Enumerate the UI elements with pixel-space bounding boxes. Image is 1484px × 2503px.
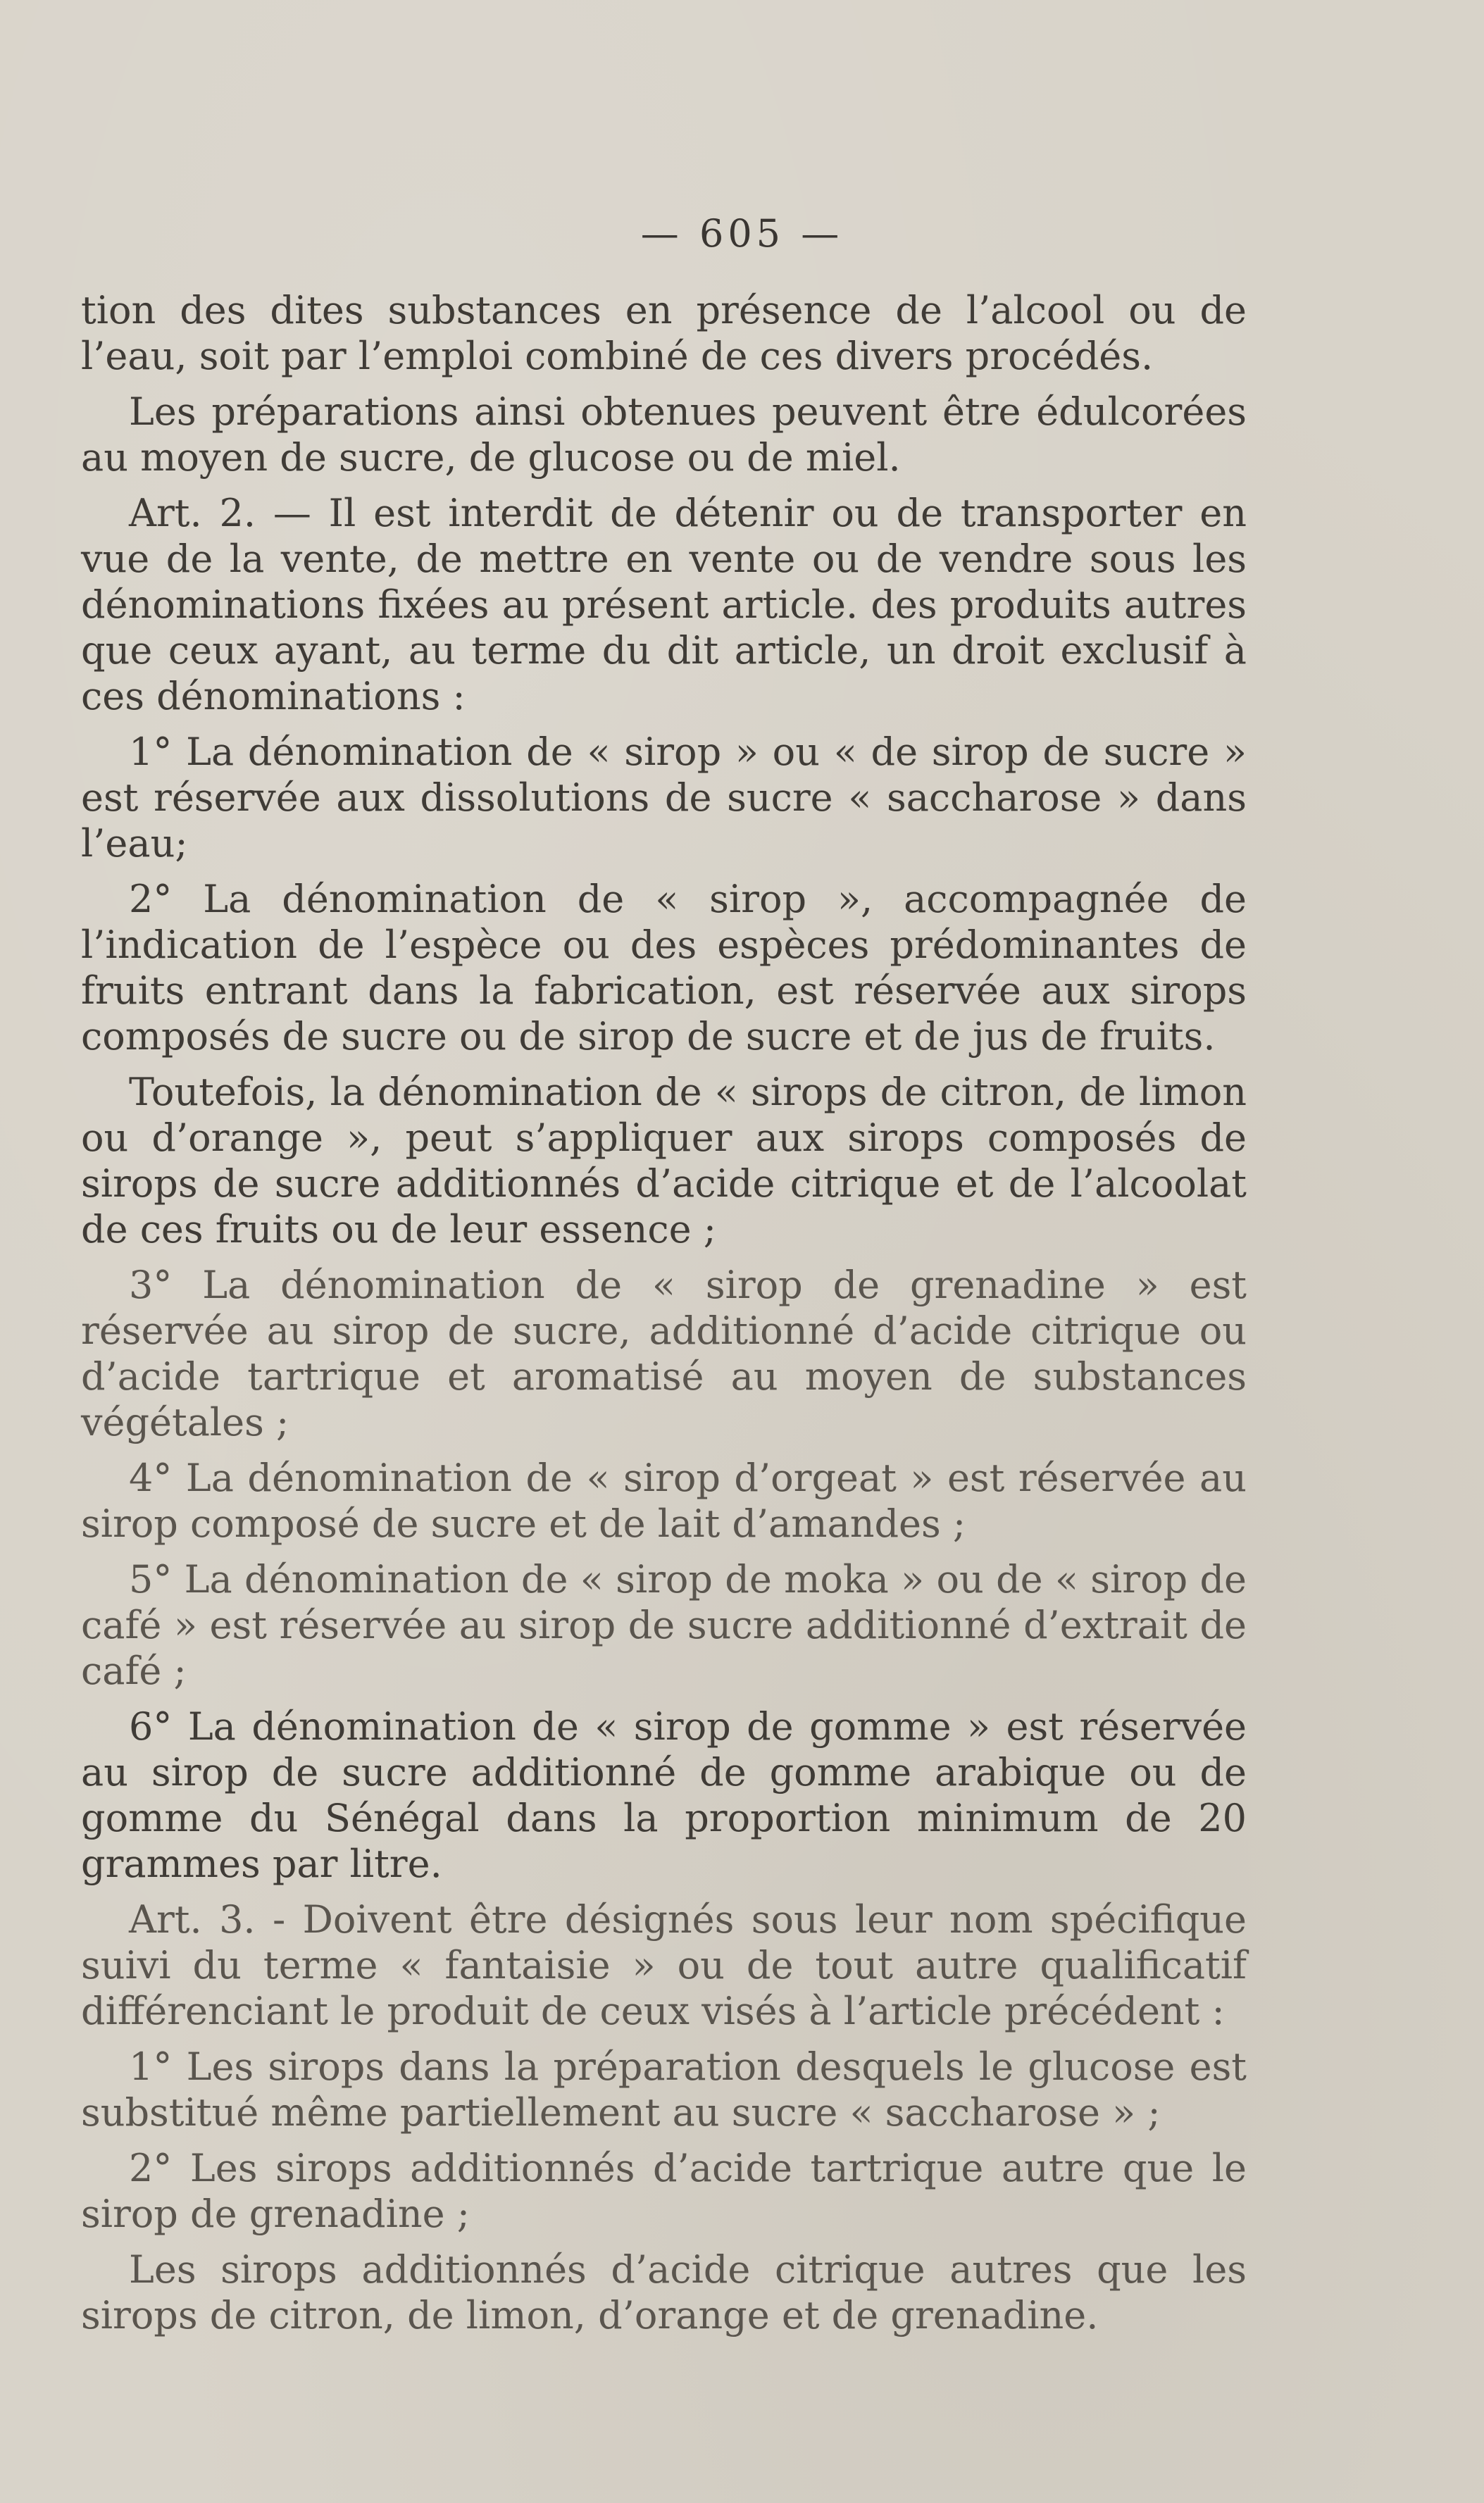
paragraph-item-1-sirop: 1° La dénomination de « sirop » ou « de sirop de sucre » est réservée aux dissolutions de sucre « saccharose » dans l’eau;: [81, 730, 1247, 866]
body-text: [81, 287, 1247, 2348]
paragraph-item-3-grenadine: 3° La dénomination de « sirop de grenadine » est réservée au sirop de sucre, additionné d’acide citrique ou d’acide tartrique et aromatisé au moyen de substances végétales ;: [81, 1263, 1247, 1444]
paragraph-item-6-gomme: 6° La dénomination de « sirop de gomme » est réservée au sirop de sucre additionné de gomme arabique ou de gomme du Sénégal dans la proportion minimum de 20 grammes par litre.: [81, 1704, 1247, 1886]
paragraph-article-3: Art. 3. - Doivent être désignés sous leur nom spécifique suivi du terme « fantaisie » ou de tout autre qualificatif différenciant le produit de ceux visés à l’article précédent :: [81, 1897, 1247, 2033]
paragraph-item-4-orgeat: 4° La dénomination de « sirop d’orgeat » est réservée au sirop composé de sucre et de lait d’amandes ;: [81, 1456, 1247, 1546]
paragraph-citric-sirops: Les sirops additionnés d’acide citrique autres que les sirops de citron, de limon, d’orange et de grenadine.: [81, 2247, 1247, 2337]
paragraph-citron-exception: Toutefois, la dénomination de « sirops de citron, de limon ou d’orange », peut s’appliquer aux sirops composés de sirops de sucre additionnés d’acide citrique et de l’alcoolat de ces fruits ou de leur essence ;: [81, 1070, 1247, 1252]
paragraph-item-2-fruit-sirop: 2° La dénomination de « sirop », accompagnée de l’indication de l’espèce ou des espèces prédominantes de fruits entrant dans la fabrication, est réservée aux sirops composés de sucre ou de sirop de sucre et de jus de fruits.: [81, 877, 1247, 1059]
paragraph-item-5-moka: 5° La dénomination de « sirop de moka » ou de « sirop de café » est réservée au sirop de sucre additionné d’extrait de café ;: [81, 1557, 1247, 1693]
paragraph-article-2: Art. 2. — Il est interdit de détenir ou de transporter en vue de la vente, de mettre en vente ou de vendre sous les dénominations fixées au présent article. des produits autres que ceux ayant, au terme du dit article, un droit exclusif à ces dénominations :: [81, 491, 1247, 718]
page-number: — 605 —: [640, 211, 844, 256]
paragraph-sweetening: Les préparations ainsi obtenues peuvent être édulcorées au moyen de sucre, de glucose ou de miel.: [81, 389, 1247, 480]
paragraph-art3-item-1: 1° Les sirops dans la préparation desquels le glucose est substitué même partiellement au sucre « saccharose » ;: [81, 2045, 1247, 2135]
paragraph-art3-item-2: 2° Les sirops additionnés d’acide tartrique autre que le sirop de grenadine ;: [81, 2146, 1247, 2236]
paragraph-continuation: tion des dites substances en présence de l’alcool ou de l’eau, soit par l’emploi combiné de ces divers procédés.: [81, 288, 1247, 378]
